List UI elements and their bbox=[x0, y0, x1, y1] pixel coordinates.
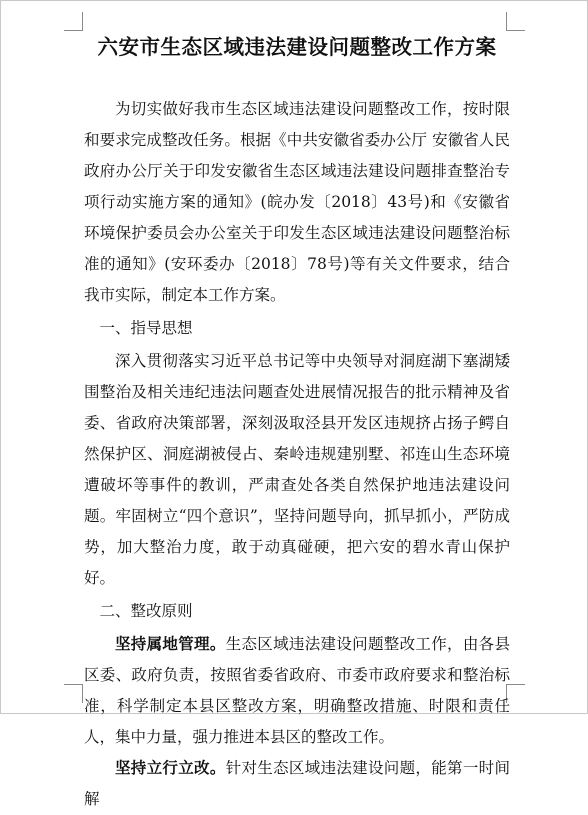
principle-paragraph-immediate bbox=[84, 753, 510, 815]
crop-mark-bottom-left bbox=[64, 684, 83, 703]
document-body bbox=[84, 28, 510, 815]
principle-body-territorial: 生态区域违法建设问题整改工作，由各县区委、政府负责，按照省委省政府、市委市政府要求和整治标准，科学制定本县区整改方案，明确整改措施、时限和责任人，集中力量，强力推进本县区的整改工作。 bbox=[84, 635, 510, 746]
principle-paragraph-territorial bbox=[84, 629, 510, 753]
principle-body-immediate: 针对生态区域违法建设问题，能第一时间解 bbox=[84, 759, 510, 808]
section-heading-guiding-ideology: 一、指导思想 bbox=[99, 319, 193, 337]
document-title: 六安市生态区域违法建设问题整改工作方案 bbox=[97, 35, 497, 59]
section-heading-principles: 二、整改原则 bbox=[99, 602, 193, 620]
principle-lead-territorial: 坚持属地管理。 bbox=[115, 635, 226, 653]
crop-mark-top-left bbox=[64, 12, 83, 31]
intro-paragraph: 为切实做好我市生态区域违法建设问题整改工作，按时限和要求完成整改任务。根据《中共安徽省委办公厅 安徽省人民政府办公厅关于印发安徽省生态区域违法建设问题排查整治专项行动实施方案的通知》(皖办发〔2018〕43号)和《安徽省环境保护委员会办公室关于印发生态区域违法建设问题整治标准的通知》(安环委办〔2018〕78号)等有关文件要求，结合我市实际，制定本工作方案。 bbox=[84, 100, 510, 304]
guiding-ideology-paragraph: 深入贯彻落实习近平总书记等中央领导对洞庭湖下塞湖矮围整治及相关违纪违法问题查处进展情况报告的批示精神及省委、省政府决策部署，深刻汲取泾县开发区违规挤占扬子鳄自然保护区、洞庭湖被侵占、秦岭违规建别墅、祁连山生态环境遭破坏等事件的教训，严肃查处各类自然保护地违法建设问题。牢固树立“四个意识”，坚持问题导向，抓早抓小，严防成势，加大整治力度，敢于动真碰硬，把六安的碧水青山保护好。 bbox=[84, 352, 510, 587]
principle-lead-immediate: 坚持立行立改。 bbox=[115, 759, 226, 777]
